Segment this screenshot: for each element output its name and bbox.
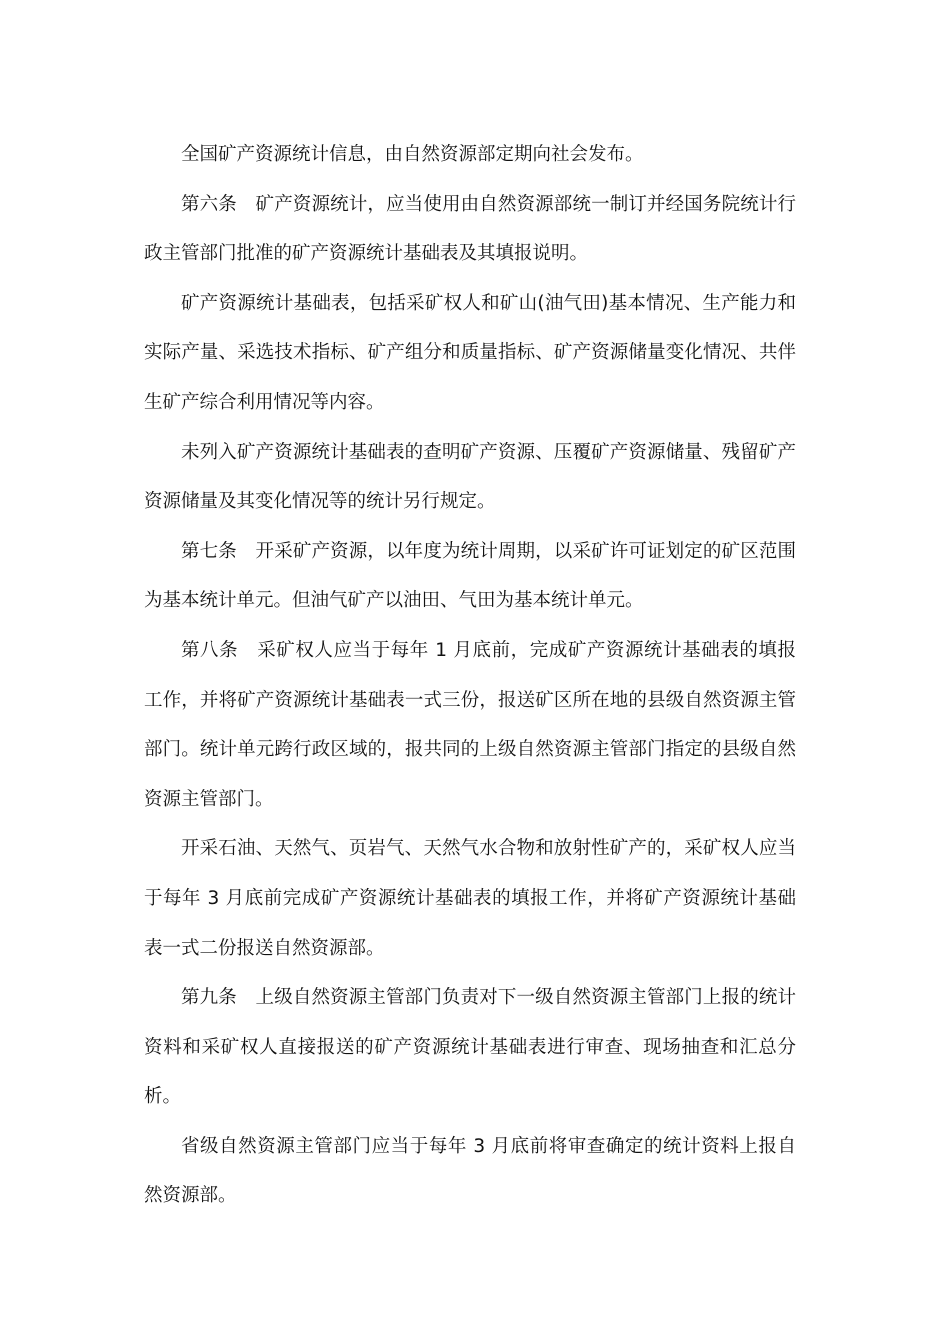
paragraph-article-7: 第七条 开采矿产资源，以年度为统计周期，以采矿许可证划定的矿区范围为基本统计单元。但油气矿产以油田、气田为基本统计单元。 xyxy=(144,540,796,612)
paragraph-other-statistics: 未列入矿产资源统计基础表的查明矿产资源、压覆矿产资源储量、残留矿产资源储量及其变化情况等的统计另行规定。 xyxy=(144,441,796,513)
paragraph-publication: 全国矿产资源统计信息，由自然资源部定期向社会发布。 xyxy=(181,144,644,165)
document-body xyxy=(144,130,796,1221)
paragraph-provincial-reporting: 省级自然资源主管部门应当于每年 3 月底前将审查确定的统计资料上报自然资源部。 xyxy=(144,1135,796,1207)
paragraph-oil-gas-reporting: 开采石油、天然气、页岩气、天然气水合物和放射性矿产的，采矿权人应当于每年 3 月底前完成矿产资源统计基础表的填报工作，并将矿产资源统计基础表一式二份报送自然资源部。 xyxy=(144,838,796,959)
paragraph-article-6: 第六条 矿产资源统计，应当使用由自然资源部统一制订并经国务院统计行政主管部门批准的矿产资源统计基础表及其填报说明。 xyxy=(144,193,796,265)
paragraph-article-8: 第八条 采矿权人应当于每年 1 月底前，完成矿产资源统计基础表的填报工作，并将矿产资源统计基础表一式三份，报送矿区所在地的县级自然资源主管部门。统计单元跨行政区域的，报共同的上级自然资源主管部门指定的县级自然资源主管部门。 xyxy=(144,639,796,810)
paragraph-basic-table-contents: 矿产资源统计基础表，包括采矿权人和矿山(油气田)基本情况、生产能力和实际产量、采选技术指标、矿产组分和质量指标、矿产资源储量变化情况、共伴生矿产综合利用情况等内容。 xyxy=(144,292,796,413)
paragraph-article-9: 第九条 上级自然资源主管部门负责对下一级自然资源主管部门上报的统计资料和采矿权人直接报送的矿产资源统计基础表进行审查、现场抽查和汇总分析。 xyxy=(144,987,796,1108)
